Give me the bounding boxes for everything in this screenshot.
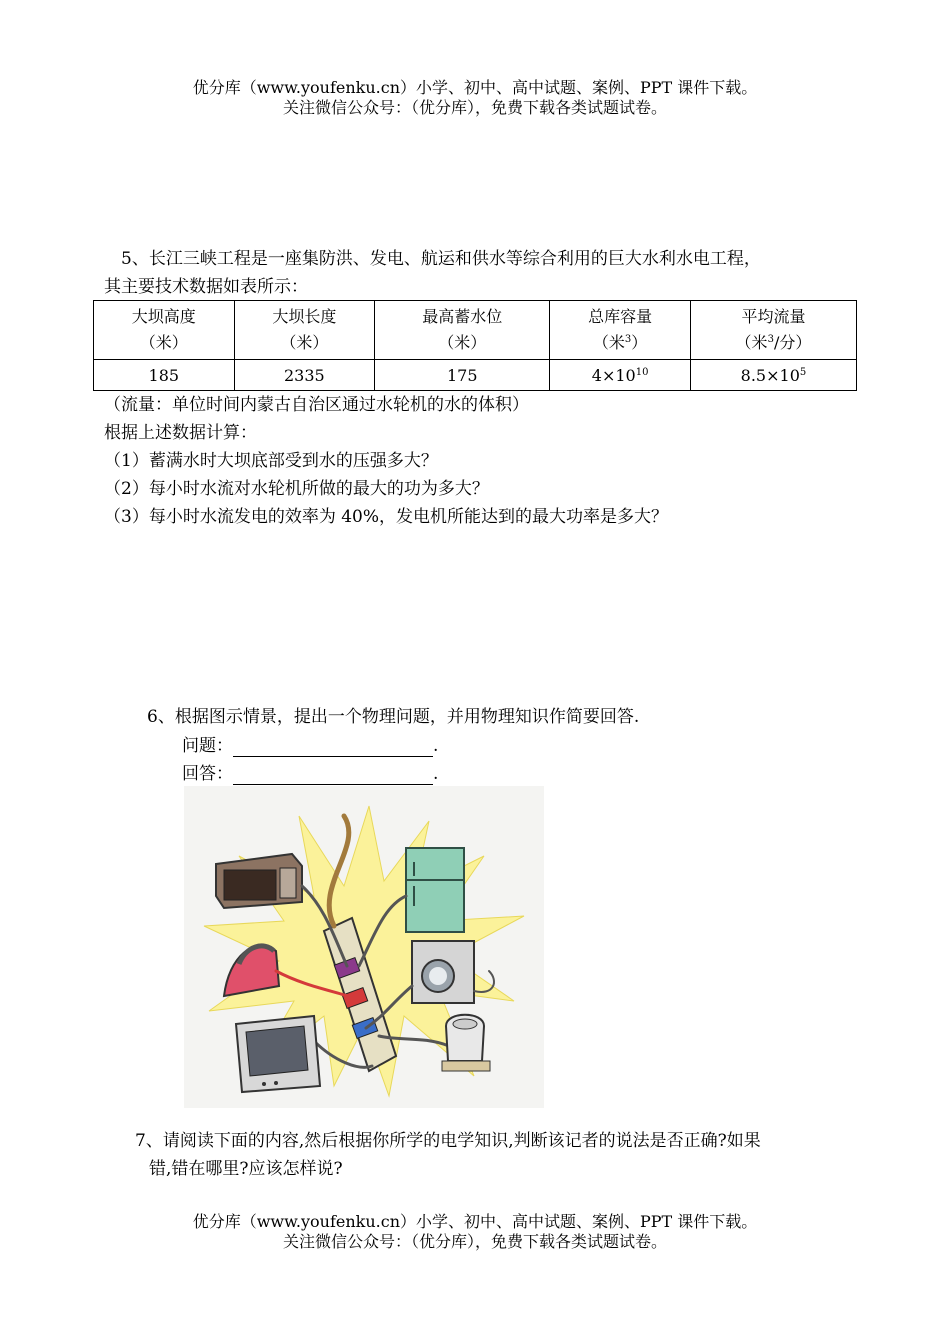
table-value-cell: 2335: [234, 360, 375, 391]
table-value-cell: $8.5\times 10^5$: [690, 360, 856, 391]
q5-lead: 根据上述数据计算：: [104, 423, 257, 443]
q6-title: 6、根据图示情景，提出一个物理问题，并用物理知识作简要回答.: [147, 707, 640, 727]
q6-answer-row: [182, 763, 438, 785]
overloaded-power-strip-illustration: [184, 786, 544, 1108]
washing-machine-icon: [412, 941, 474, 1003]
table-header-cell: 大坝长度 （米）: [234, 301, 375, 360]
answer-label: 回答：: [182, 764, 233, 784]
q5-note: （流量：单位时间内蒙古自治区通过水轮机的水的体积）: [104, 395, 529, 415]
refrigerator-icon: [406, 848, 464, 932]
kettle-icon: [442, 1015, 490, 1071]
q6-question-row: [182, 735, 438, 757]
header-line-2: 关注微信公众号：（优分库），免费下载各类试题试卷。: [282, 98, 667, 117]
table-header-cell: 最高蓄水位 （米）: [375, 301, 550, 360]
question-label: 问题：: [182, 736, 233, 756]
table-header-cell: 平均流量 （米$^3$/分）: [690, 301, 856, 360]
microwave-icon: [216, 854, 302, 908]
q7-line-2: 错,错在哪里?应该怎样说?: [149, 1159, 343, 1179]
q5-sub-question-3: （3）每小时水流发电的效率为 40%，发电机所能达到的最大功率是多大？: [104, 507, 669, 527]
table-value-cell: 175: [375, 360, 550, 391]
answer-blank[interactable]: [233, 766, 433, 785]
table-header-cell: 总库容量 （米$^3$）: [550, 301, 691, 360]
q5-sub-question-2: （2）每小时水流对水轮机所做的最大的功为多大？: [104, 479, 489, 499]
table-value-cell: $4\times 10^{10}$: [550, 360, 691, 391]
answer-end-mark: .: [433, 764, 439, 784]
header-line-1: 优分库（www.youfenku.cn）小学、初中、高中试题、案例、PPT 课件下载。: [192, 78, 758, 97]
footer-line-2: 关注微信公众号：（优分库），免费下载各类试题试卷。: [282, 1232, 667, 1251]
question-end-mark: .: [433, 736, 439, 756]
q5-intro-line-2: 其主要技术数据如表所示：: [104, 277, 308, 297]
table-value-cell: 185: [94, 360, 235, 391]
television-icon: [236, 1016, 320, 1092]
table-header-cell: 大坝高度 （米）: [94, 301, 235, 360]
q7-line-1: 7、请阅读下面的内容,然后根据你所学的电学知识,判断该记者的说法是否正确?如果: [135, 1131, 761, 1151]
footer-line-1: 优分库（www.youfenku.cn）小学、初中、高中试题、案例、PPT 课件下载。: [192, 1212, 758, 1231]
question-blank[interactable]: [233, 738, 433, 757]
dam-data-table: [93, 300, 857, 391]
q5-sub-question-1: （1）蓄满水时大坝底部受到水的压强多大？: [104, 451, 438, 471]
q5-intro-line-1: 5、长江三峡工程是一座集防洪、发电、航运和供水等综合利用的巨大水利水电工程，: [121, 249, 761, 269]
